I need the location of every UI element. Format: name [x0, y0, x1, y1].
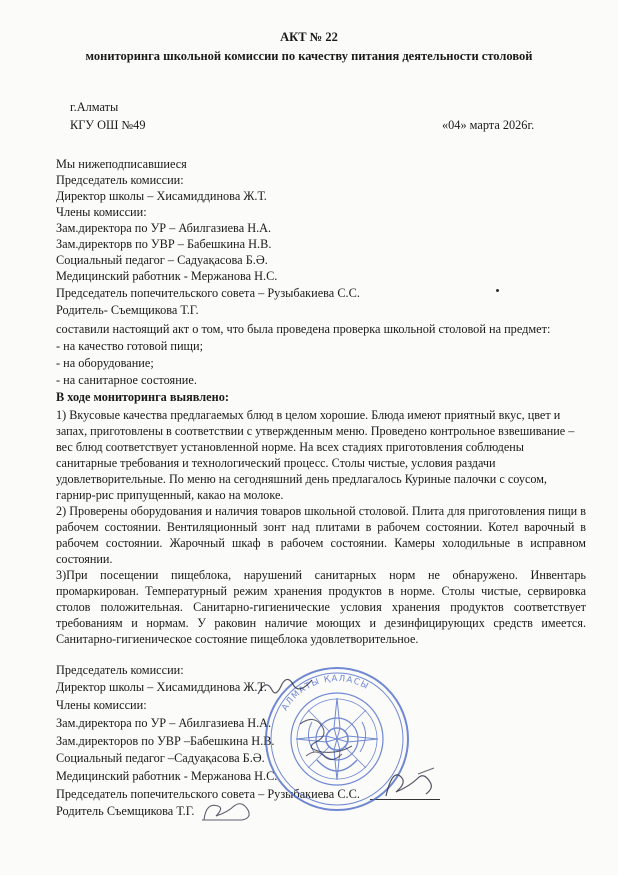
signature-parent	[198, 800, 260, 826]
check-item-3: - на санитарное состояние.	[56, 373, 197, 387]
check-item-2: - на оборудование;	[56, 356, 154, 370]
finding-paragraph-3: 3)При посещении пищеблока, нарушений санитарных норм не обнаружено. Инвентарь промаркирован. Температурный режим хранения продуктов в норме. Столы чистые, сервировка столов положительная. Санитарно-гигиенические условия хранения продуктов соответствует требованиям и нормам. У раковин наличие моющих и дезинфицирующих средств имеется. Санитарно-гигиеническое состояние пищеблока удовлетворительное.	[56, 568, 586, 646]
findings-heading: В ходе мониторинга выявлено:	[56, 390, 229, 404]
chair-name: Директор школы – Хисамиддинова Ж.Т.	[56, 189, 267, 203]
member-2: Зам.директорв по УВР – Бабешкина Н.В.	[56, 237, 272, 251]
city: г.Алматы	[70, 100, 119, 114]
signers-line: Мы нижеподписавшиеся	[56, 157, 187, 171]
signature-board-chair	[382, 766, 442, 804]
purpose-line: составили настоящий акт о том, что была проведена проверка школьной столовой на предмет:	[56, 322, 551, 336]
signature-members-1	[296, 712, 358, 772]
sign-member-5: Председатель попечительского совета – Рузыбакиева С.С.	[56, 787, 360, 801]
signature-director	[256, 676, 316, 700]
member-1: Зам.директора по УР – Абилгазиева Н.А.	[56, 221, 272, 235]
check-item-1: - на качество готовой пищи;	[56, 339, 203, 353]
sign-members-label: Члены комиссии:	[56, 698, 147, 712]
act-subtitle: мониторинга школьной комиссии по качеству питания деятельности столовой	[85, 49, 533, 63]
sign-member-4: Медицинский работник - Мержанова Н.С.	[56, 769, 278, 783]
act-title: АКТ № 22	[280, 30, 338, 44]
ink-speck	[496, 289, 499, 292]
chair-label: Председатель комиссии:	[56, 173, 184, 187]
member-3: Социальный педагог – Садуақасова Б.Ә.	[56, 253, 268, 267]
finding-paragraph-2: 2) Проверены оборудования и наличия товаров школьной столовой. Плита для приготовления пищи в рабочем состоянии. Вентиляционный зонт над плитами в рабочем состоянии. Котел варочный в рабочем состоянии. Жарочный шкаф в рабочем состоянии. Камеры холодильные в исправном состоянии.	[56, 504, 586, 566]
act-date: «04» марта 2026г.	[442, 118, 535, 132]
finding-paragraph-1: 1) Вкусовые качества предлагаемых блюд в целом хорошие. Блюда имеют приятный вкус, цвет и запах, приготовлены в соответствии с утвержденным меню. Проведено контрольное взвешивание – вес блюд соответствует установленной норме. На всех стадиях приготовления соблюдены санитарные требования и технологический процесс. Столы чистые, условия раздачи удовлетворительные. По меню на сегодняшний день предлагалось Куриные палочки с соусом, гарнир-рис припущенный, какао на молоке.	[56, 408, 575, 502]
sign-member-6: Родитель Съемщикова Т.Г.	[56, 804, 195, 818]
members-label: Члены комиссии:	[56, 205, 147, 219]
sign-chair-name: Директор школы – Хисамиддинова Ж.Т.	[56, 680, 267, 694]
sign-member-2: Зам.директоров по УВР –Бабешкина Н.В.	[56, 734, 275, 748]
member-5: Председатель попечительского совета – Рузыбакиева С.С.	[56, 286, 360, 300]
sign-chair-label: Председатель комиссии:	[56, 663, 184, 677]
sign-member-1: Зам.директора по УР – Абилгазиева Н.А.	[56, 716, 272, 730]
sign-member-3: Социальный педагог –Садуақасова Б.Ә.	[56, 751, 265, 765]
member-4: Медицинский работник - Мержанова Н.С.	[56, 269, 278, 283]
member-6: Родитель- Съемщикова Т.Г.	[56, 303, 199, 317]
school-name: КГУ ОШ №49	[70, 118, 146, 132]
stamp-ring-text: АЛМАТЫ ҚАЛАСЫ	[280, 673, 371, 713]
